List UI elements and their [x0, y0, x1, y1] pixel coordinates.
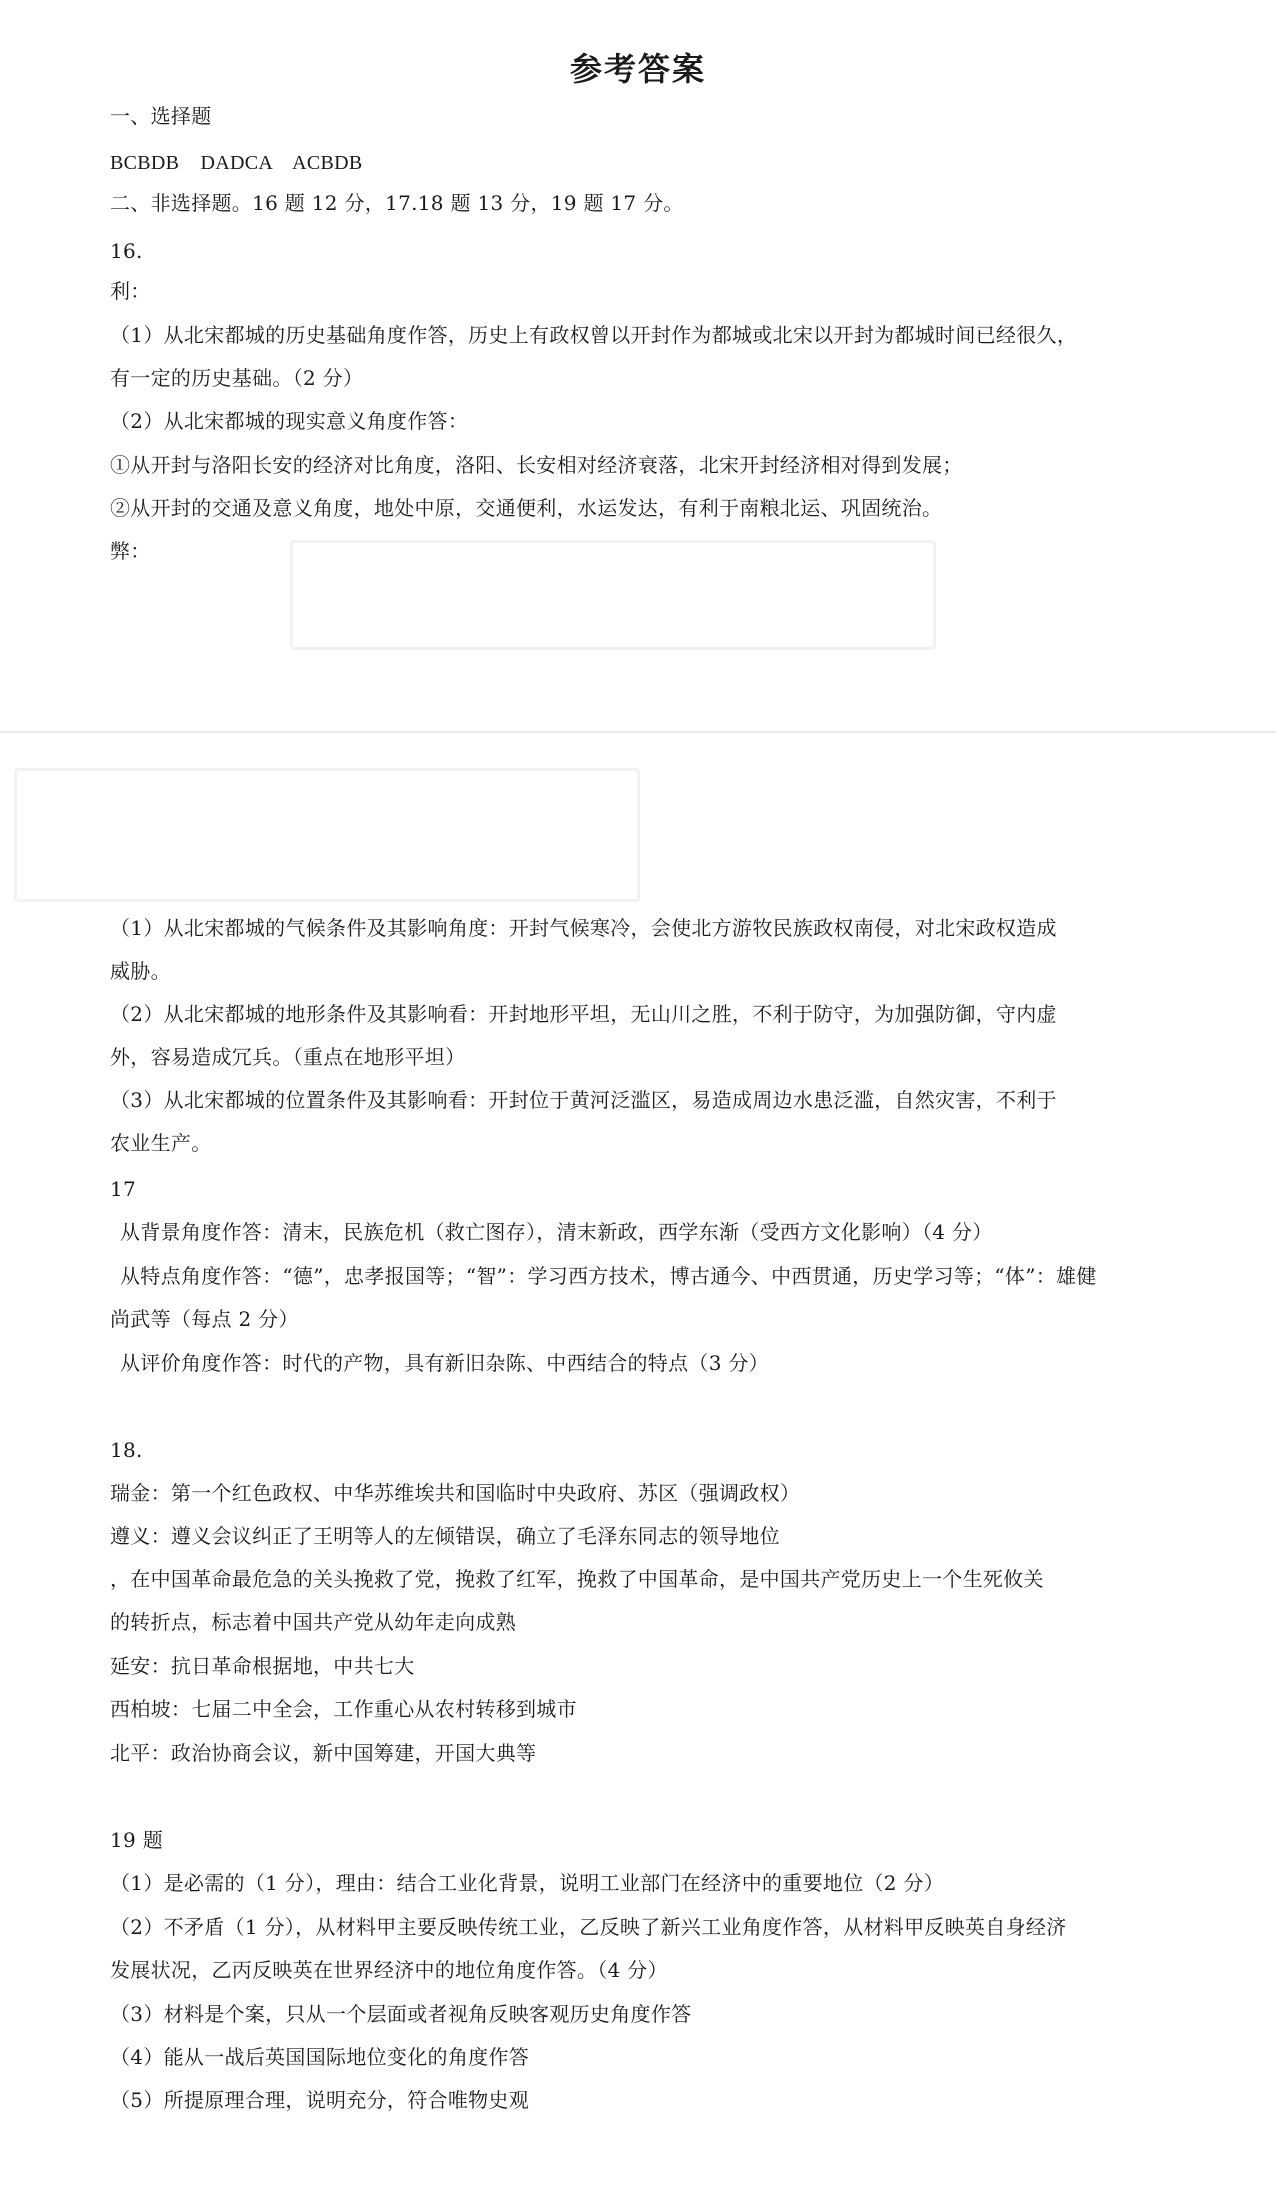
page-divider	[0, 731, 1276, 733]
choice-answers: BCBDB DADCA ACBDB	[110, 152, 363, 174]
q19-line: （4）能从一战后英国国际地位变化的角度作答	[110, 2045, 530, 2069]
q19-line: （2）不矛盾（1 分），从材料甲主要反映传统工业，乙反映了新兴工业角度作答，从材料甲反映英自身经济	[110, 1915, 1067, 1939]
section2-heading: 二、非选择题。16 题 12 分，17.18 题 13 分，19 题 17 分。	[110, 191, 684, 215]
q19-line: （3）材料是个案，只从一个层面或者视角反映客观历史角度作答	[110, 2002, 692, 2026]
q17-line: 从特点角度作答：“德”，忠孝报国等；“智”：学习西方技术，博古通今、中西贯通，历史学习等；“体”：雄健	[120, 1264, 1097, 1288]
q16-pros-line: ②从开封的交通及意义角度，地处中原，交通便利，水运发达，有利于南粮北运、巩固统治。	[110, 496, 943, 520]
q18-line: 西柏坡：七届二中全会，工作重心从农村转移到城市	[110, 1697, 577, 1721]
q18-line: ，在中国革命最危急的关头挽救了党，挽救了红军，挽救了中国革命，是中国共产党历史上一个生死攸关	[110, 1567, 1044, 1591]
q16-cons-label: 弊：	[110, 539, 151, 563]
q18-line: 的转折点，标志着中国共产党从幼年走向成熟	[110, 1610, 516, 1634]
q16-number: 16.	[110, 239, 143, 263]
page-title: 参考答案	[569, 50, 706, 88]
q18-line: 延安：抗日革命根据地，中共七大	[110, 1654, 415, 1678]
q17-line: 尚武等（每点 2 分）	[110, 1307, 299, 1331]
q19-number: 19 题	[110, 1828, 164, 1852]
q18-number: 18.	[110, 1438, 143, 1462]
q16-cons-line: （1）从北宋都城的气候条件及其影响角度：开封气候寒冷，会使北方游牧民族政权南侵，对北宋政权造成	[110, 916, 1057, 940]
q16-pros-line: （2）从北宋都城的现实意义角度作答：	[110, 409, 469, 433]
q16-cons-line: （3）从北宋都城的位置条件及其影响看：开封位于黄河泛滥区，易造成周边水患泛滥，自然灾害，不利于	[110, 1088, 1057, 1112]
blank-box	[290, 540, 936, 650]
q19-line: （5）所提原理合理，说明充分，符合唯物史观	[110, 2088, 530, 2112]
q18-line: 北平：政治协商会议，新中国筹建，开国大典等	[110, 1741, 537, 1765]
q17-line: 从背景角度作答：清末，民族危机（救亡图存），清末新政，西学东渐（受西方文化影响）（4 分）	[120, 1220, 993, 1244]
q16-pros-line: 有一定的历史基础。（2 分）	[110, 366, 364, 390]
section1-heading: 一、选择题	[110, 104, 212, 128]
q19-line: 发展状况，乙丙反映英在世界经济中的地位角度作答。（4 分）	[110, 1958, 668, 1982]
q16-cons-line: 外，容易造成冗兵。（重点在地形平坦）	[110, 1045, 466, 1069]
q18-line: 遵义：遵义会议纠正了王明等人的左倾错误，确立了毛泽东同志的领导地位	[110, 1524, 780, 1548]
q18-line: 瑞金：第一个红色政权、中华苏维埃共和国临时中央政府、苏区（强调政权）	[110, 1481, 801, 1505]
q16-cons-line: （2）从北宋都城的地形条件及其影响看：开封地形平坦，无山川之胜，不利于防守，为加强防御，守内虚	[110, 1002, 1057, 1026]
blank-box	[14, 768, 640, 902]
q16-pros-label: 利：	[110, 279, 151, 303]
q19-line: （1）是必需的（1 分），理由：结合工业化背景，说明工业部门在经济中的重要地位（2 分）	[110, 1871, 945, 1895]
q17-number: 17	[110, 1177, 137, 1201]
q16-pros-line: （1）从北宋都城的历史基础角度作答，历史上有政权曾以开封作为都城或北宋以开封为都城时间已经很久，	[110, 323, 1078, 347]
q17-line: 从评价角度作答：时代的产物，具有新旧杂陈、中西结合的特点（3 分）	[120, 1351, 769, 1375]
q16-cons-line: 农业生产。	[110, 1131, 212, 1155]
q16-cons-line: 威胁。	[110, 959, 171, 983]
q16-pros-line: ①从开封与洛阳长安的经济对比角度，洛阳、长安相对经济衰落，北宋开封经济相对得到发展；	[110, 453, 963, 477]
